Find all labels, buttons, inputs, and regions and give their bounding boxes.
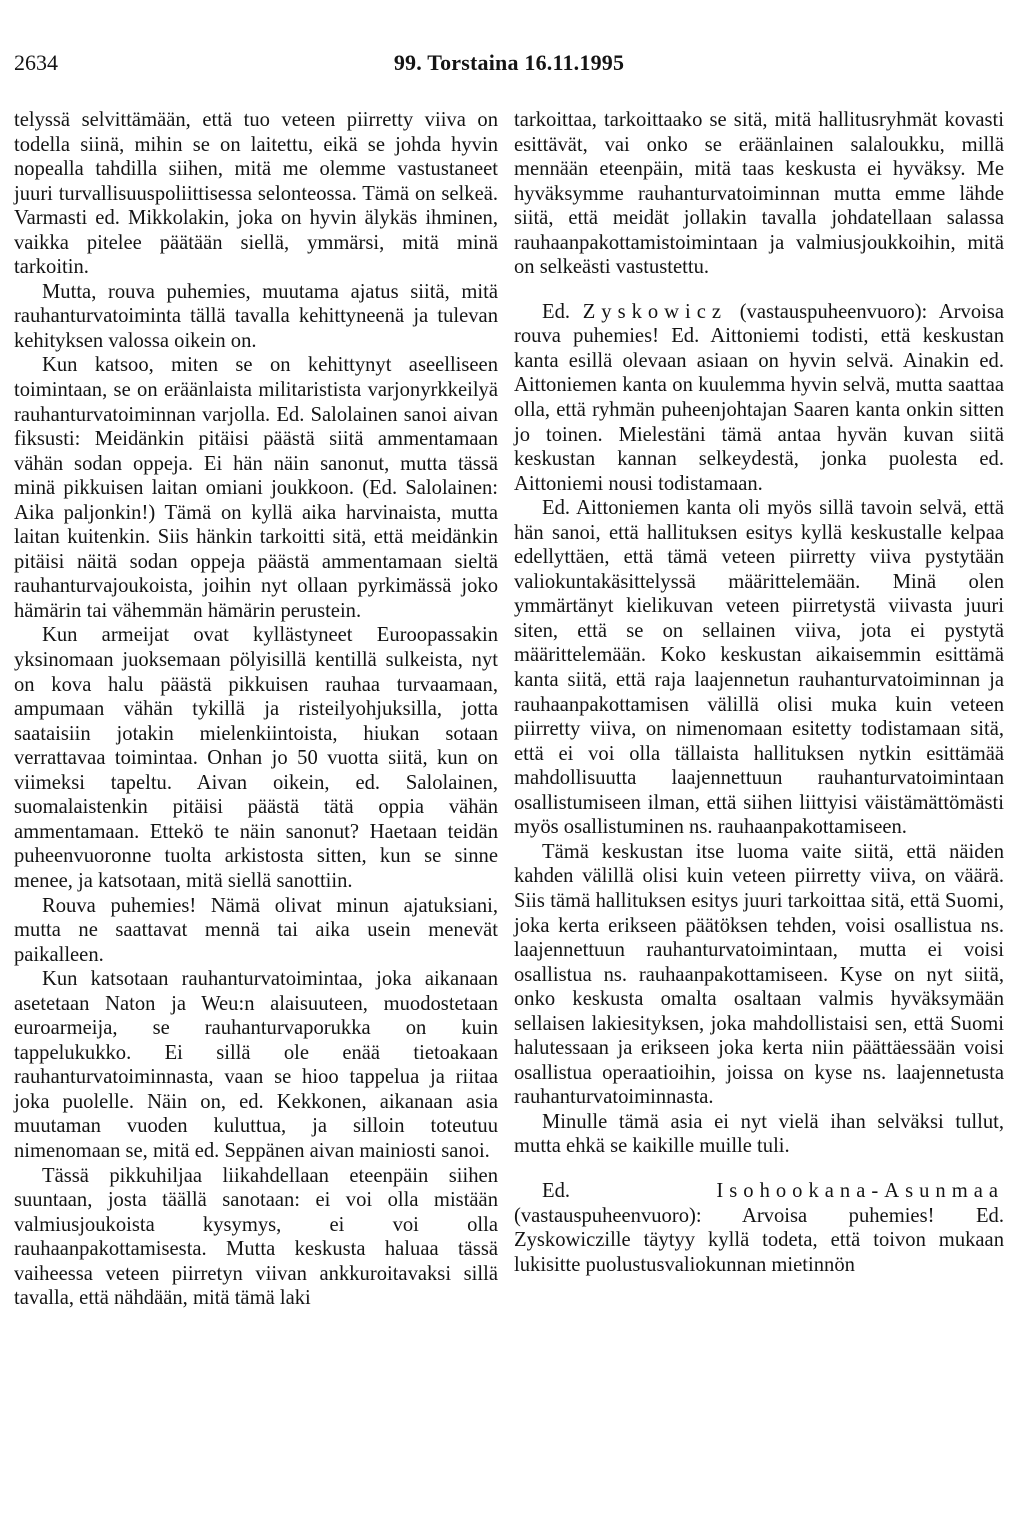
page-header — [14, 50, 1004, 80]
paragraph: Tässä pikkuhiljaa liikahdellaan eteenpäin siihen suuntaan, josta täällä sanotaan: ei voi olla mistään valmiusjoukoista kysymys, ei voi olla rauhaanpakottamisesta. Mutta keskusta haluaa tässä vaiheessa veteen piirretyn viivan ankkuroitavaksi sillä tavalla, että nähdään, mitä tämä laki — [14, 1164, 498, 1310]
running-head: 99. Torstaina 16.11.1995 — [393, 50, 625, 75]
speaker-prefix: Ed. — [542, 1179, 571, 1202]
paragraph: Ed. Aittoniemen kanta oli myös sillä tavoin selvä, että hän sanoi, että hallituksen esitys kyllä keskustalle kelpaa edellyttäen, että tämä veteen piirretty viiva pystytään valiokuntakäsittelyssä määrittelemään. Minä olen ymmärtänyt kielikuvan veteen piirretystä viivasta juuri siten, että se on sellainen viiva, jota ei pystytä määrittelemään. Koko keskustan aikaisemmin esittämä kanta siitä, että raja laajennetun rauhanturvatoiminnan ja rauhaanpakottamisen välillä olisi muka kuin veteen piirretty viiva, on nimenomaan esitetty todistamaan sitä, että ei voi olla tällaista hallituksen nytkin esittämää mahdollisuutta laajennettuun rauhanturvatoimintaan osallistumiseen ilman, että siihen liittyisi väistämättömästi myös osallistuminen ns. rauhaanpakottamiseen. — [514, 497, 1004, 839]
left-column — [14, 108, 498, 1311]
speech-intro — [514, 300, 1004, 496]
speech-text: (vastauspuheenvuoro): Arvoisa rouva puhemies! Ed. Aittoniemi todisti, että keskustan kanta esillä olevaan asiaan on hyvin selvä. Ainakin ed. Aittoniemen kanta on kuulemma hyvin selvä, mutta saattaa olla, että ryhmän puheenjohtajan Saaren kanta onkin sitten jo toinen. Mielestäni tämä antaa hyvän kuvan siitä keskustan kannan selkeydestä, jonka puolesta ed. Aittoniemi nousi todistamaan. — [514, 300, 1004, 495]
right-column — [514, 108, 1004, 1277]
speech-text: (vastauspuheenvuoro): Arvoisa puhemies! Ed. Zyskowiczille täytyy kyllä todeta, että toivon mukaan lukisitte puolustusvaliokunnan mietinnön — [514, 1204, 1004, 1276]
paragraph: Kun katsoo, miten se on kehittynyt aseelliseen toimintaan, se on eräänlaista militaristista varjonyrkkeilyä rauhanturvatoiminnan varjolla. Ed. Salolainen sanoi aivan fiksusti: Meidänkin pitäisi päästä siitä ammentamaan vähän sodan oppeja. Ei hän näin sanonut, mutta tässä minä pikkuisen laitan omiani joukkoon. (Ed. Salolainen: Aika paljonkin!) Tämä on kyllä aika harvinaista, mutta laitan kuitenkin. Siis hänkin tarkoitti sitä, että meidänkin pitäisi näitä sodan oppeja päästä ammentamaan sieltä rauhanturvajoukoista, joihin nyt ollaan pyrkimässä joko hämärin tai vähemmän hämärin perustein. — [14, 354, 498, 622]
paragraph: Kun armeijat ovat kyllästyneet Euroopassakin yksinomaan juoksemaan pölyisillä kentillä sulkeista, nyt on kova halu päästä pikkuisen rauhaa turvaamaan, ampumaan vähän tykillä ja risteilyohjuksilla, jotta saataisiin jotakin mielenkiintoista, hiukan sotaan verrattavaa toimintaa. Onhan jo 50 vuotta siitä, kun on viimeksi tapeltu. Aivan oikein, ed. Salolainen, suomalaistenkin pitäisi päästä tätä oppia vähän ammentamaan. Ettekö te näin sanonut? Haetaan teidän puheenvuoronne tuolta arkistosta sitten, kun se sinne menee, ja katsotaan, mitä siellä sanottiin. — [14, 624, 498, 892]
paragraph: Kun katsotaan rauhanturvatoimintaa, joka aikanaan asetetaan Naton ja Weu:n alaisuuteen, muodostetaan euroarmeija, se rauhanturvaporukka on kuin tappelukukko. Ei sillä ole enää tietoakaan rauhanturvatoiminnasta, vaan se hioo tappelua ja riitaa joka puolelle. Näin on, ed. Kekkonen, aikanaan asia muutaman vuoden kuluttua, ja silloin toteutuu nimenomaan se, mitä ed. Seppänen aivan mainiosti sanoi. — [14, 968, 498, 1162]
paragraph: telyssä selvittämään, että tuo veteen piirretty viiva on todella siinä, mihin se on laitettu, eikä se johda hyvin nopealla tahdilla siihen, mitä me olemme vastustaneet juuri turvallisuuspoliittisessa selonteossa. Tämä on selkeä. Varmasti ed. Mikkolakin, joka on hyvin älykäs ihminen, vaikka pitelee päätään siellä, ymmärsi, mitä minä tarkoitin. — [14, 109, 498, 279]
paragraph: tarkoittaa, tarkoittaako se sitä, mitä hallitusryhmät kovasti esittävät, vai onko se eräänlainen salaloukku, millä mennään eteenpäin, mitä taas keskusta ei hyväksy. Me hyväksymme rauhanturvatoiminnan mutta emme lähde siitä, että meidät jollakin tavalla johdatellaan salassa rauhaanpakottamistoimintaan ja valmiusjoukkoihin, mitä on selkeästi vastustettu. — [514, 109, 1004, 279]
speaker-name: Isohookana-Asunmaa — [716, 1179, 1004, 1202]
paragraph: Mutta, rouva puhemies, muutama ajatus siitä, mitä rauhanturvatoiminta tällä tavalla kehittyneenä ja tulevan kehityksen valossa oikein on. — [14, 280, 498, 352]
speaker-prefix: Ed. — [542, 300, 571, 323]
paragraph: Rouva puhemies! Nämä olivat minun ajatuksiani, mutta ne saattavat mennä tai aika usein menevät paikalleen. — [14, 894, 498, 966]
page-number: 2634 — [14, 50, 58, 75]
speech-intro — [514, 1179, 1004, 1277]
paragraph: Minulle tämä asia ei nyt vielä ihan selväksi tullut, mutta ehkä se kaikille muille tuli. — [514, 1110, 1004, 1158]
speaker-name: Zyskowicz — [582, 300, 728, 323]
paragraph: Tämä keskustan itse luoma vaite siitä, että näiden kahden välillä olisi kuin veteen piirretty viiva, on väärä. Siis tämä hallituksen esitys juuri tarkoittaa sitä, että Suomi, joka kerta erikseen päätöksen tehden, voisi osallistua ns. laajennettuun rauhanturvatoimintaan, mutta ei voisi osallistua ns. rauhaanpakottamiseen. Kyse on nyt siitä, onko keskusta omalta osaltaan valmis hyväksymään sellaisen lakiesityksen, joka mahdollistaisi sen, että Suomi halutessaan ja erikseen joka kerta niin päättäessään voisi osallistua operaatioihin, joissa on kyse ns. laajennetusta rauhanturvatoiminnasta. — [514, 840, 1004, 1109]
